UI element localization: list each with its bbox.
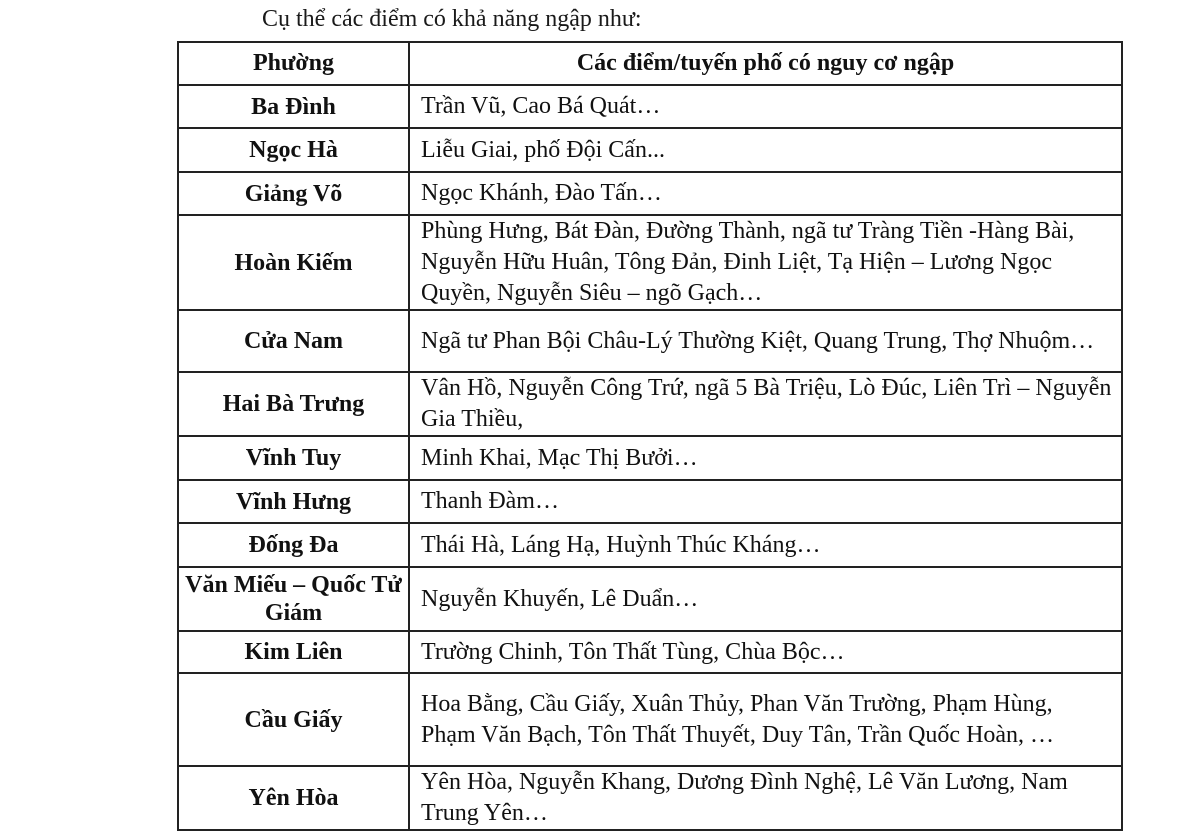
streets-cell: Ngã tư Phan Bội Châu-Lý Thường Kiệt, Quang Trung, Thợ Nhuộm… [409,310,1122,372]
streets-cell: Trần Vũ, Cao Bá Quát… [409,85,1122,128]
header-streets: Các điểm/tuyến phố có nguy cơ ngập [409,42,1122,85]
ward-cell: Văn Miếu – Quốc Tử Giám [178,567,409,631]
streets-cell: Yên Hòa, Nguyễn Khang, Dương Đình Nghệ, Lê Văn Lương, Nam Trung Yên… [409,766,1122,830]
table-row [178,128,1122,172]
table-row [178,310,1122,372]
table-row [178,372,1122,436]
table-row [178,631,1122,673]
ward-cell: Vĩnh Hưng [178,480,409,523]
table-row [178,480,1122,523]
header-ward: Phường [178,42,409,85]
streets-cell: Nguyễn Khuyến, Lê Duẩn… [409,567,1122,631]
streets-cell: Liễu Giai, phố Đội Cấn... [409,128,1122,172]
streets-cell: Hoa Bằng, Cầu Giấy, Xuân Thủy, Phan Văn Trường, Phạm Hùng, Phạm Văn Bạch, Tôn Thất Thuyết, Duy Tân, Trần Quốc Hoàn, … [409,673,1122,766]
ward-cell: Cầu Giấy [178,673,409,766]
streets-cell: Trường Chinh, Tôn Thất Tùng, Chùa Bộc… [409,631,1122,673]
streets-cell: Minh Khai, Mạc Thị Bưởi… [409,436,1122,480]
table-row [178,215,1122,310]
streets-cell: Thái Hà, Láng Hạ, Huỳnh Thúc Kháng… [409,523,1122,567]
table-row [178,766,1122,830]
ward-cell: Ngọc Hà [178,128,409,172]
ward-cell: Yên Hòa [178,766,409,830]
streets-cell: Ngọc Khánh, Đào Tấn… [409,172,1122,215]
streets-cell: Thanh Đàm… [409,480,1122,523]
flood-risk-table [177,41,1123,831]
ward-cell: Giảng Võ [178,172,409,215]
table-row [178,172,1122,215]
intro-text: Cụ thể các điểm có khả năng ngập như: [262,6,642,32]
streets-cell: Phùng Hưng, Bát Đàn, Đường Thành, ngã tư Tràng Tiền -Hàng Bài, Nguyễn Hữu Huân, Tông Đản, Đinh Liệt, Tạ Hiện – Lương Ngọc Quyền, Nguyễn Siêu – ngõ Gạch… [409,215,1122,310]
ward-cell: Hai Bà Trưng [178,372,409,436]
ward-cell: Ba Đình [178,85,409,128]
table-header-row [178,42,1122,85]
table-row [178,436,1122,480]
ward-cell: Đống Đa [178,523,409,567]
streets-cell: Vân Hồ, Nguyễn Công Trứ, ngã 5 Bà Triệu, Lò Đúc, Liên Trì – Nguyễn Gia Thiều, [409,372,1122,436]
table-row [178,673,1122,766]
ward-cell: Hoàn Kiếm [178,215,409,310]
table-row [178,523,1122,567]
table-body [178,85,1122,830]
table-row [178,567,1122,631]
ward-cell: Kim Liên [178,631,409,673]
ward-cell: Cửa Nam [178,310,409,372]
table-row [178,85,1122,128]
ward-cell: Vĩnh Tuy [178,436,409,480]
